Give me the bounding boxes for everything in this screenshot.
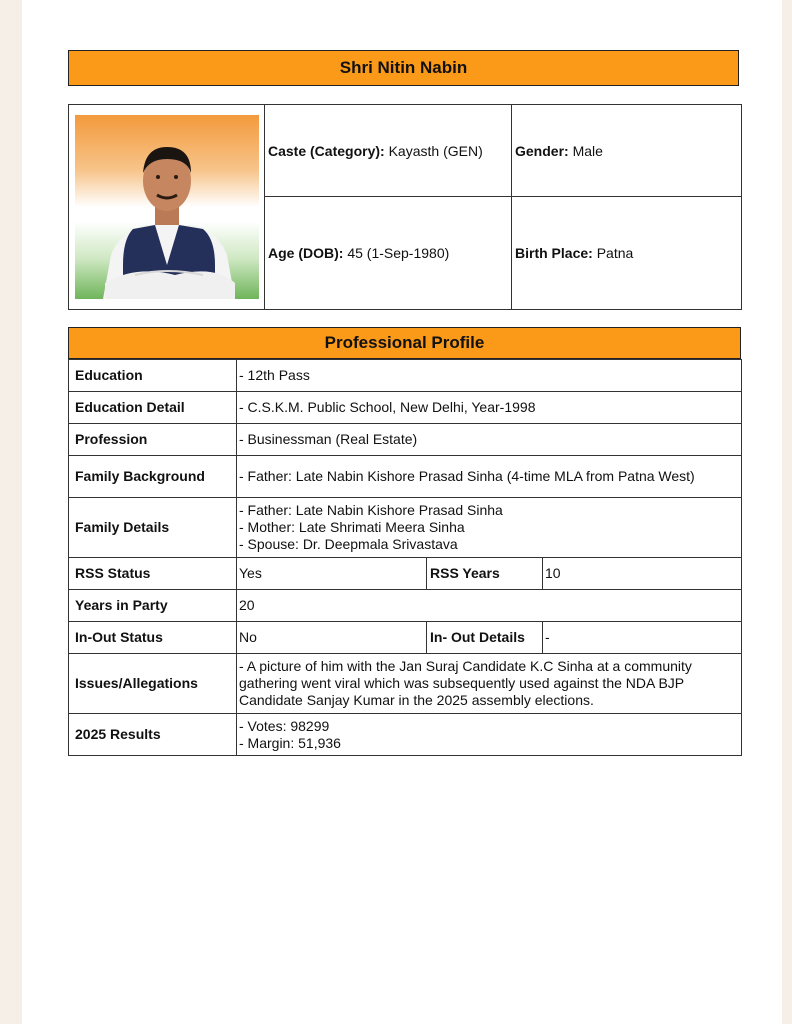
issues-label: Issues/Allegations xyxy=(69,654,237,714)
family-background-label: Family Background xyxy=(69,456,237,498)
professional-profile-heading xyxy=(68,327,741,359)
family-mother: - Mother: Late Shrimati Meera Sinha xyxy=(239,519,465,535)
portrait-illustration xyxy=(75,115,259,299)
gender-value: Male xyxy=(572,142,603,159)
rss-status-value: Yes xyxy=(237,558,427,590)
family-father: - Father: Late Nabin Kishore Prasad Sinha xyxy=(239,502,503,518)
professional-profile-table xyxy=(68,359,742,756)
issues-value: - A picture of him with the Jan Suraj Candidate K.C Sinha at a community gathering went viral which was subsequently used against the NDA BJP Candidate Sanjay Kumar in the 2025 assembly elections. xyxy=(237,654,742,714)
photo-cell xyxy=(69,105,265,310)
education-value: - 12th Pass xyxy=(237,360,742,392)
caste-cell xyxy=(265,105,512,197)
profile-heading-text: Professional Profile xyxy=(324,333,485,352)
table-row xyxy=(69,558,742,590)
profession-label: Profession xyxy=(69,424,237,456)
results-value xyxy=(237,714,742,756)
age-cell xyxy=(265,197,512,310)
table-row xyxy=(69,714,742,756)
table-row xyxy=(69,590,742,622)
results-margin: - Margin: 51,936 xyxy=(239,734,341,751)
rss-status-label: RSS Status xyxy=(69,558,237,590)
profession-value: - Businessman (Real Estate) xyxy=(237,424,742,456)
table-row xyxy=(69,424,742,456)
family-background-value: - Father: Late Nabin Kishore Prasad Sinha (4-time MLA from Patna West) xyxy=(237,456,742,498)
age-label: Age (DOB): xyxy=(268,245,344,261)
table-row xyxy=(69,498,742,558)
birthplace-value: Patna xyxy=(596,245,634,261)
in-out-status-value: No xyxy=(237,622,427,654)
gender-label: Gender: xyxy=(515,142,569,159)
rss-years-value: 10 xyxy=(543,558,742,590)
education-label: Education xyxy=(69,360,237,392)
education-detail-value: - C.S.K.M. Public School, New Delhi, Year-1998 xyxy=(237,392,742,424)
table-row xyxy=(69,654,742,714)
caste-value: Kayasth (GEN) xyxy=(388,142,483,159)
in-out-status-label: In-Out Status xyxy=(69,622,237,654)
birthplace-cell xyxy=(512,197,742,310)
birthplace-label: Birth Place: xyxy=(515,245,593,261)
table-row xyxy=(69,360,742,392)
years-in-party-label: Years in Party xyxy=(69,590,237,622)
family-details-value xyxy=(237,498,742,558)
family-details-label: Family Details xyxy=(69,498,237,558)
family-spouse: - Spouse: Dr. Deepmala Srivastava xyxy=(239,536,458,552)
results-label: 2025 Results xyxy=(69,714,237,756)
years-in-party-value: 20 xyxy=(237,590,742,622)
document-page xyxy=(22,0,782,1024)
title-bar xyxy=(68,50,739,86)
rss-years-label: RSS Years xyxy=(427,558,543,590)
in-out-details-label: In- Out Details xyxy=(427,622,543,654)
table-row xyxy=(69,392,742,424)
results-votes: - Votes: 98299 xyxy=(239,717,330,734)
basic-info-table xyxy=(68,104,742,310)
age-value: 45 (1-Sep-1980) xyxy=(347,245,450,261)
page-title: Shri Nitin Nabin xyxy=(339,58,468,77)
in-out-details-value: - xyxy=(543,622,742,654)
gender-cell xyxy=(512,105,742,197)
table-row xyxy=(69,622,742,654)
caste-label: Caste (Category): xyxy=(268,142,385,159)
candidate-photo xyxy=(75,115,259,299)
table-row xyxy=(69,456,742,498)
education-detail-label: Education Detail xyxy=(69,392,237,424)
